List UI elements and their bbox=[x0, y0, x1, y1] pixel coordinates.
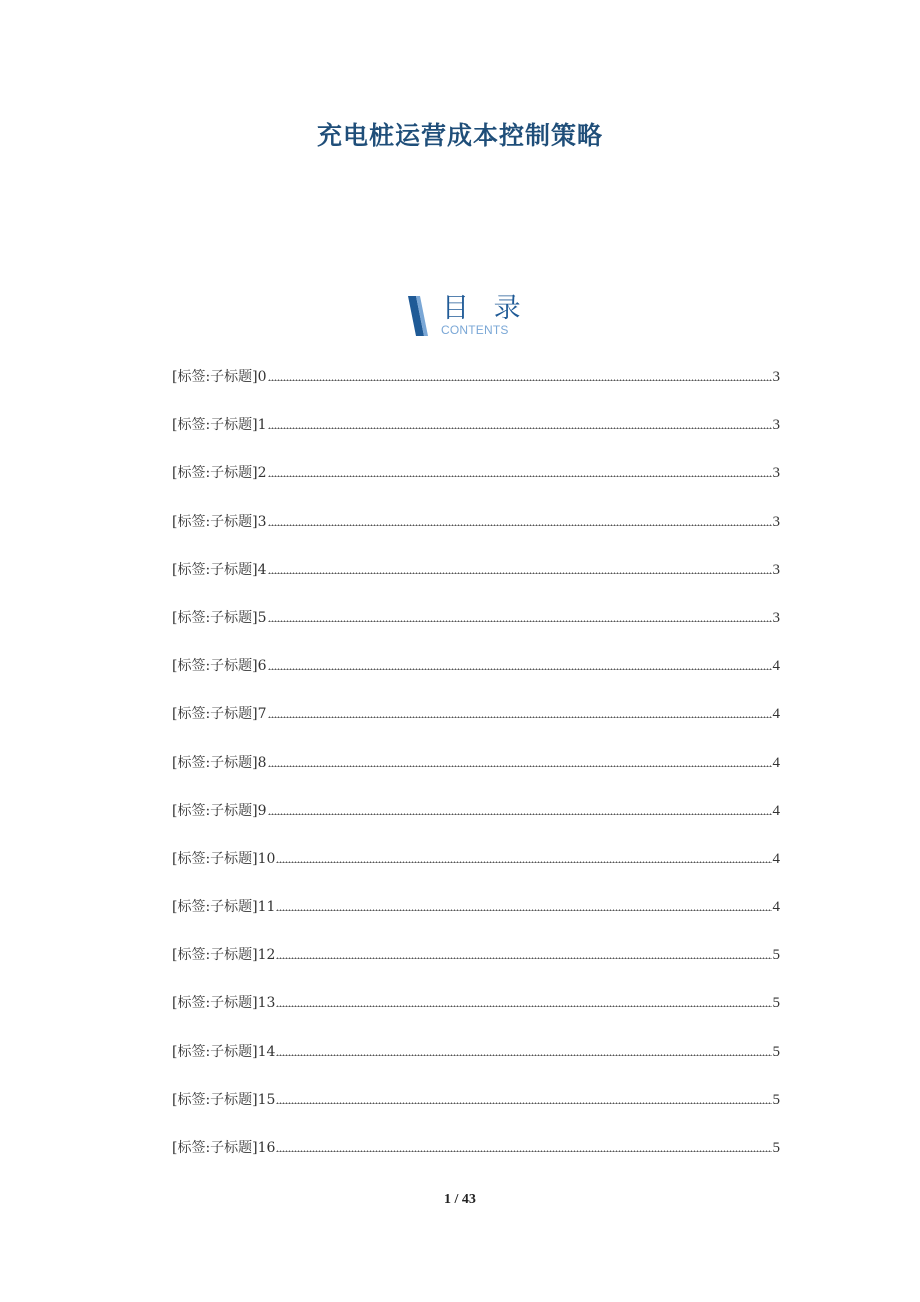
toc-entry[interactable] bbox=[172, 800, 780, 848]
toc-entry-label: [标签:子标题]12 bbox=[172, 947, 276, 964]
toc-entry-label: [标签:子标题]11 bbox=[172, 899, 276, 916]
toc-entry[interactable] bbox=[172, 1137, 780, 1185]
toc-entry[interactable] bbox=[172, 992, 780, 1040]
toc-entry-page: 3 bbox=[772, 417, 780, 434]
toc-entry-page: 5 bbox=[772, 1091, 780, 1108]
toc-leader-dots bbox=[268, 366, 772, 381]
toc-leader-dots bbox=[276, 1089, 771, 1104]
toc-header bbox=[404, 293, 529, 340]
toc-entry-page: 4 bbox=[772, 899, 780, 916]
toc-leader-dots bbox=[268, 703, 772, 718]
toc-entry[interactable] bbox=[172, 511, 780, 559]
toc-entry-page: 3 bbox=[772, 561, 780, 578]
toc-entry-label: [标签:子标题]6 bbox=[172, 658, 267, 675]
toc-leader-dots bbox=[276, 1137, 771, 1152]
toc-leader-dots bbox=[268, 655, 772, 670]
toc-entry-label: [标签:子标题]15 bbox=[172, 1091, 276, 1108]
toc-entry-label: [标签:子标题]10 bbox=[172, 850, 276, 867]
toc-entry-page: 3 bbox=[772, 465, 780, 482]
toc-entry-label: [标签:子标题]2 bbox=[172, 465, 267, 482]
page-indicator: 1 / 43 bbox=[444, 1192, 476, 1207]
toc-entry-page: 5 bbox=[772, 995, 780, 1012]
toc-entry-page: 5 bbox=[772, 947, 780, 964]
toc-leader-dots bbox=[268, 511, 772, 526]
toc-entry-label: [标签:子标题]14 bbox=[172, 1043, 276, 1060]
toc-entry-label: [标签:子标题]13 bbox=[172, 995, 276, 1012]
toc-leader-dots bbox=[268, 414, 772, 429]
toc-entry-page: 4 bbox=[772, 706, 780, 723]
toc-entry-page: 4 bbox=[772, 802, 780, 819]
toc-leader-dots bbox=[276, 896, 771, 911]
toc-leader-dots bbox=[276, 1041, 771, 1056]
toc-list bbox=[172, 366, 780, 1185]
toc-entry-label: [标签:子标题]7 bbox=[172, 706, 267, 723]
toc-entry-page: 3 bbox=[772, 609, 780, 626]
toc-entry[interactable] bbox=[172, 414, 780, 462]
toc-leader-dots bbox=[276, 848, 771, 863]
toc-leader-dots bbox=[276, 944, 771, 959]
toc-leader-dots bbox=[268, 559, 772, 574]
toc-leader-dots bbox=[268, 462, 772, 477]
toc-leader-dots bbox=[268, 752, 772, 767]
toc-entry[interactable] bbox=[172, 655, 780, 703]
toc-entry-label: [标签:子标题]1 bbox=[172, 417, 267, 434]
toc-entry-label: [标签:子标题]5 bbox=[172, 609, 267, 626]
toc-entry[interactable] bbox=[172, 366, 780, 414]
page-title: 充电桩运营成本控制策略 bbox=[316, 121, 603, 150]
toc-entry-label: [标签:子标题]16 bbox=[172, 1140, 276, 1156]
toc-entry-label: [标签:子标题]4 bbox=[172, 561, 267, 578]
toc-entry-page: 3 bbox=[772, 369, 780, 385]
toc-entry-label: [标签:子标题]9 bbox=[172, 802, 267, 819]
toc-entry-page: 4 bbox=[772, 850, 780, 867]
toc-heading: 目 录 bbox=[442, 293, 529, 324]
toc-subheading: CONTENTS bbox=[441, 323, 509, 337]
toc-leader-dots bbox=[276, 992, 771, 1007]
toc-entry[interactable] bbox=[172, 703, 780, 751]
toc-entry[interactable] bbox=[172, 848, 780, 896]
toc-entry[interactable] bbox=[172, 607, 780, 655]
toc-entry-page: 3 bbox=[772, 513, 780, 530]
toc-entry[interactable] bbox=[172, 752, 780, 800]
toc-entry[interactable] bbox=[172, 944, 780, 992]
toc-entry[interactable] bbox=[172, 462, 780, 510]
toc-entry-label: [标签:子标题]8 bbox=[172, 754, 267, 771]
toc-bookmark-icon bbox=[404, 294, 434, 338]
toc-entry-page: 4 bbox=[772, 658, 780, 675]
toc-entry-page: 5 bbox=[772, 1140, 780, 1156]
toc-leader-dots bbox=[268, 800, 772, 815]
toc-leader-dots bbox=[268, 607, 772, 622]
toc-entry-label: [标签:子标题]3 bbox=[172, 513, 267, 530]
toc-entry[interactable] bbox=[172, 896, 780, 944]
toc-entry-page: 5 bbox=[772, 1043, 780, 1060]
toc-entry-page: 4 bbox=[772, 754, 780, 771]
toc-entry[interactable] bbox=[172, 559, 780, 607]
toc-entry[interactable] bbox=[172, 1089, 780, 1137]
toc-entry-label: [标签:子标题]0 bbox=[172, 369, 267, 385]
toc-entry[interactable] bbox=[172, 1041, 780, 1089]
